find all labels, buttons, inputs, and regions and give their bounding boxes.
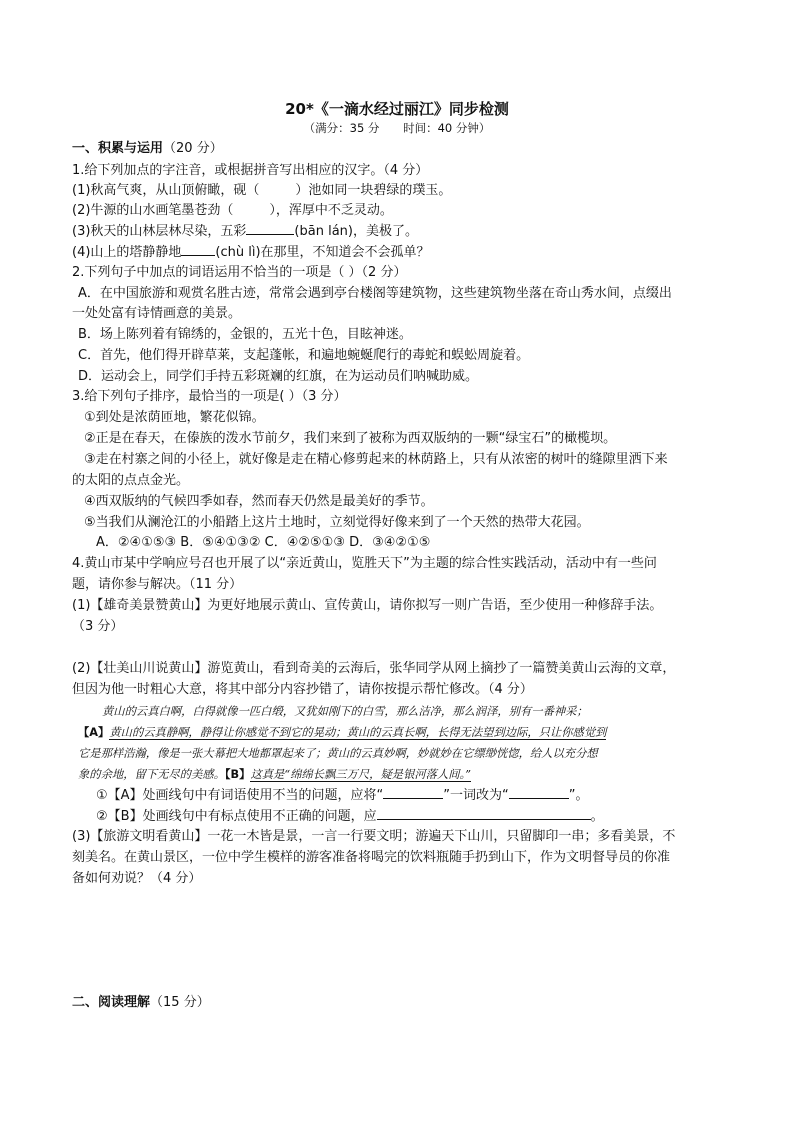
- q3-sentence-1: ①到处是浓荫匝地，繁花似锦。: [84, 410, 265, 425]
- q2-stem: 2.下列句子中加点的词语运用不恰当的一项是（ ）（2 分）: [72, 265, 407, 280]
- q2-option-a-cont: 一处处富有诗情画意的美景。: [72, 306, 242, 321]
- section1-heading: [72, 139, 223, 159]
- exam-time: 时间：40 分钟）: [403, 121, 491, 135]
- q4-part2-2: 但因为他一时粗心大意，将其中部分内容抄错了，请你按提示帮忙修改。（4 分）: [72, 682, 533, 697]
- answer-blank[interactable]: [383, 785, 443, 799]
- article-line-3: 它是那样浩瀚，像是一张大幕把大地都罩起来了；黄山的云真妙啊，妙就妙在它缥缈恍惚，给人以充分想: [78, 747, 598, 760]
- section1-title: 一、积累与运用: [72, 141, 164, 156]
- q4-part3-3: 备如何劝说？（4 分）: [72, 871, 202, 886]
- q3-sentence-3: ③走在村寨之间的小径上，就好像是走在精心修剪起来的林荫路上，只有从浓密的树叶的缝隙里洒下来: [84, 452, 668, 467]
- article-line-4: 象的余地，留下无尽的美感。【B】这真是“绵绵长飘三万尺，疑是银河落人间。”: [78, 768, 471, 781]
- q1-stem: 1.给下列加点的字注音，或根据拼音写出相应的汉字。（4 分）: [72, 163, 429, 178]
- q4-stem-1: 4.黄山市某中学响应号召也开展了以“亲近黄山，览胜天下”为主题的综合性实践活动，活动中有一些问: [72, 556, 657, 571]
- q4-part3-1: (3)【旅游文明看黄山】一花一木皆是景，一言一行要文明；游遍天下山川，只留脚印一串；多看美景，不: [72, 829, 676, 844]
- q2-option-a: A．在中国旅游和观赏名胜古迹，常常会遇到亭台楼阁等建筑物，这些建筑物坐落在奇山秀水间，点缀出: [78, 286, 672, 301]
- q4-stem-2: 题，请你参与解决。（11 分）: [72, 577, 243, 592]
- full-score: （满分：35 分: [303, 121, 380, 135]
- answer-blank[interactable]: [509, 785, 569, 799]
- article-line-2: [78, 722, 726, 743]
- q4-part1-2: （3 分）: [72, 619, 124, 634]
- exam-title: 20*《一滴水经过丽江》同步检测: [285, 100, 509, 118]
- mark-a: 【A】: [78, 726, 110, 739]
- q3-choices: A．②④①⑤③ B．⑤④①③② C．④②⑤①③ D．③④②①⑤: [96, 535, 431, 550]
- mark-b: 【B】: [224, 768, 251, 781]
- q4-part2-1: (2)【壮美山川说黄山】游览黄山，看到奇美的云海后，张华同学从网上摘抄了一篇赞美黄山云海的文章，: [72, 661, 676, 676]
- q2-option-c: C．首先，他们得开辟草莱，支起蓬帐，和遍地蜿蜒爬行的毒蛇和蜈蚣周旋着。: [78, 348, 530, 363]
- section2-points: （15 分）: [150, 995, 210, 1010]
- q1-item-4: (4)山上的塔静静地 (chù lì)在那里，不知道会不会孤单？: [72, 242, 430, 263]
- answer-blank[interactable]: [246, 221, 294, 235]
- article-line-1: 黄山的云真白啊，白得就像一匹白缎，又犹如刚下的白雪，那么洁净，那么润泽，别有一番神采；: [102, 705, 588, 718]
- answer-blank[interactable]: [377, 806, 591, 820]
- fix-a: ①【A】处画线句中有词语使用不当的问题，应将“ ”一词改为“ ”。: [96, 785, 589, 806]
- q3-sentence-4: ④西双版纳的气候四季如春，然而春天仍然是最美好的季节。: [84, 494, 434, 509]
- q3-stem: 3.给下列句子排序，最恰当的一项是( ）（3 分）: [72, 389, 347, 404]
- answer-blank[interactable]: [181, 242, 215, 256]
- q1-item-1: (1)秋高气爽，从山顶俯瞰，砚（ ）池如同一块碧绿的璞玉。: [72, 183, 452, 198]
- q3-sentence-3-cont: 的太阳的点点金光。: [72, 473, 190, 488]
- q1-item-2: (2)牛源的山水画笔墨苍劲（ ），浑厚中不乏灵动。: [72, 203, 393, 218]
- q3-sentence-5: ⑤当我们从澜沧江的小船踏上这片土地时，立刻觉得好像来到了一个天然的热带大花园。: [84, 515, 590, 530]
- q4-part3-2: 刻美名。在黄山景区，一位中学生模样的游客准备将喝完的饮料瓶随手扔到山下，作为文明督导员的你准: [72, 850, 671, 865]
- section1-points: （20 分）: [163, 141, 223, 156]
- q4-part1-1: (1)【雄奇美景赞黄山】为更好地展示黄山、宣传黄山，请你拟写一则广告语，至少使用一种修辞手法。: [72, 598, 663, 613]
- underlined-sentence-b: 这真是“绵绵长飘三万尺，疑是银河落人间。”: [250, 768, 471, 781]
- section2-heading: [72, 993, 210, 1013]
- q1-item-3: (3)秋天的山林层林尽染，五彩 (bān lán)，美极了。: [72, 221, 418, 242]
- underlined-sentence-a: 黄山的云真静啊，静得让你感觉不到它的晃动；黄山的云真长啊，长得无法望到边际，只让你感觉到: [109, 726, 607, 739]
- fix-b: ②【B】处画线句中有标点使用不正确的问题，应 。: [96, 806, 604, 827]
- q2-option-d: D．运动会上，同学们手持五彩斑斓的红旗，在为运动员们呐喊助威。: [78, 369, 479, 384]
- q2-option-b: B．场上陈列着有锦绣的，金银的，五光十色，目眩神迷。: [78, 327, 412, 342]
- exam-subtitle: [0, 120, 794, 136]
- q3-sentence-2: ②正是在春天，在傣族的泼水节前夕，我们来到了被称为西双版纳的一颗“绿宝石”的橄榄坝。: [84, 431, 617, 446]
- section2-title: 二、阅读理解: [72, 995, 151, 1010]
